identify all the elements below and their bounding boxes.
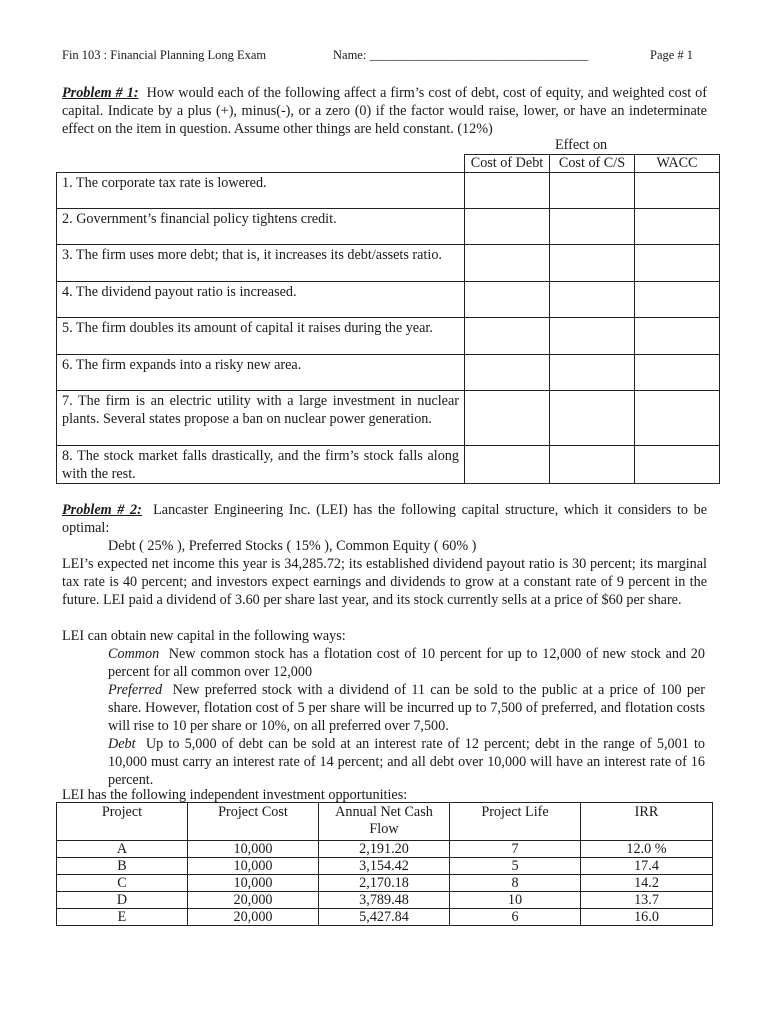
answer-cell[interactable] (635, 245, 720, 282)
item-text: 5. The firm doubles its amount of capital it raises during the year. (57, 318, 465, 355)
answer-cell[interactable] (550, 391, 635, 446)
col-wacc: WACC (635, 155, 720, 173)
answer-cell[interactable] (550, 245, 635, 282)
item-text: 1. The corporate tax rate is lowered. (57, 173, 465, 209)
table-row (57, 355, 720, 391)
answer-cell[interactable] (465, 318, 550, 355)
debt-paragraph (108, 735, 705, 789)
problem1-title: Problem # 1: (62, 85, 139, 101)
col-annual-net-cash-flow: Annual Net Cash Flow (319, 803, 450, 841)
cell-project: E (57, 909, 188, 926)
answer-cell[interactable] (465, 391, 550, 446)
cell-irr: 12.0 % (581, 841, 713, 858)
item-text: 7. The firm is an electric utility with a large investment in nuclear plants. Several states propose a ban on nuclear power generation. (57, 391, 465, 446)
preferred-paragraph (108, 681, 705, 735)
table-row (57, 209, 720, 245)
item-text: 3. The firm uses more debt; that is, it increases its debt/assets ratio. (57, 245, 465, 282)
cell-life: 8 (450, 875, 581, 892)
projects-table (56, 802, 713, 926)
answer-cell[interactable] (550, 173, 635, 209)
table-row (57, 282, 720, 318)
cell-life: 7 (450, 841, 581, 858)
debt-text: Up to 5,000 of debt can be sold at an interest rate of 12 percent; debt in the range of 5,001 to 10,000 must carry an interest rate of 14 percent; and all debt over 10,000 will have an interest rate of 16 percent. (108, 736, 705, 788)
cell-life: 6 (450, 909, 581, 926)
col-irr: IRR (581, 803, 713, 841)
projects-header-row (57, 803, 713, 841)
header-blank-cell (57, 155, 465, 173)
answer-cell[interactable] (635, 391, 720, 446)
cell-cost: 10,000 (188, 875, 319, 892)
cell-irr: 17.4 (581, 858, 713, 875)
capital-intro: LEI can obtain new capital in the following ways: (62, 628, 346, 644)
cell-cash-flow: 3,154.42 (319, 858, 450, 875)
table-row (57, 173, 720, 209)
cell-cash-flow: 2,191.20 (319, 841, 450, 858)
cell-life: 5 (450, 858, 581, 875)
answer-cell[interactable] (635, 446, 720, 484)
col-project-life: Project Life (450, 803, 581, 841)
problem1-prompt (62, 84, 707, 138)
cell-irr: 13.7 (581, 892, 713, 909)
cell-cost: 20,000 (188, 909, 319, 926)
capital-structure: Debt ( 25% ), Preferred Stocks ( 15% ), Common Equity ( 60% ) (108, 538, 477, 554)
cell-life: 10 (450, 892, 581, 909)
col-cost-of-cs: Cost of C/S (550, 155, 635, 173)
item-text: 4. The dividend payout ratio is increased. (57, 282, 465, 318)
common-paragraph (108, 645, 705, 681)
cell-irr: 14.2 (581, 875, 713, 892)
col-cost-of-debt: Cost of Debt (465, 155, 550, 173)
effects-header-row (57, 155, 720, 173)
answer-cell[interactable] (550, 446, 635, 484)
answer-cell[interactable] (465, 282, 550, 318)
page-number: Page # 1 (650, 48, 694, 62)
answer-cell[interactable] (635, 355, 720, 391)
answer-cell[interactable] (465, 446, 550, 484)
answer-cell[interactable] (550, 282, 635, 318)
table-row (57, 841, 713, 858)
problem2-title: Problem # 2: (62, 502, 142, 518)
item-text: 6. The firm expands into a risky new area. (57, 355, 465, 391)
cell-project: B (57, 858, 188, 875)
problem2-intro (62, 501, 707, 537)
cell-project: D (57, 892, 188, 909)
item-text: 2. Government’s financial policy tightens credit. (57, 209, 465, 245)
answer-cell[interactable] (550, 318, 635, 355)
table-row (57, 245, 720, 282)
table-row (57, 892, 713, 909)
debt-label: Debt (108, 736, 136, 752)
answer-cell[interactable] (550, 355, 635, 391)
problem1-text: How would each of the following affect a firm’s cost of debt, cost of equity, and weighted cost of capital. Indicate by a plus (+), minus(-), or a zero (0) if the factor would raise, lower, or have an indeterminate effect on the item in question. Assume other things are held constant. (12%) (62, 85, 708, 137)
answer-cell[interactable] (635, 282, 720, 318)
preferred-text: New preferred stock with a dividend of 11 can be sold to the public at a price of 100 per share. However, flotation cost of 5 per share will be incurred up to 7,500 of preferred, and flotation costs will rise to 10 per share or 10%, on all preferred over 7,500. (108, 682, 705, 734)
common-label: Common (108, 646, 160, 662)
cell-cash-flow: 3,789.48 (319, 892, 450, 909)
table-row (57, 875, 713, 892)
answer-cell[interactable] (635, 173, 720, 209)
cell-irr: 16.0 (581, 909, 713, 926)
answer-cell[interactable] (465, 209, 550, 245)
answer-cell[interactable] (635, 209, 720, 245)
course-title: Fin 103 : Financial Planning Long Exam (62, 48, 267, 62)
cell-cash-flow: 2,170.18 (319, 875, 450, 892)
projects-intro: LEI has the following independent investment opportunities: (62, 787, 408, 803)
cell-cost: 10,000 (188, 841, 319, 858)
item-text: 8. The stock market falls drastically, and the firm’s stock falls along with the rest. (57, 446, 465, 484)
problem2-intro-text: Lancaster Engineering Inc. (LEI) has the following capital structure, which it considers to be optimal: (62, 502, 708, 536)
cell-project: C (57, 875, 188, 892)
table-row (57, 858, 713, 875)
answer-cell[interactable] (465, 173, 550, 209)
table-row (57, 391, 720, 446)
answer-cell[interactable] (465, 355, 550, 391)
cell-cost: 20,000 (188, 892, 319, 909)
preferred-label: Preferred (108, 682, 163, 698)
col-project-cost: Project Cost (188, 803, 319, 841)
cell-cost: 10,000 (188, 858, 319, 875)
table-row (57, 446, 720, 484)
table-row (57, 318, 720, 355)
name-field: Name: ___________________________________ (333, 48, 589, 62)
cell-project: A (57, 841, 188, 858)
answer-cell[interactable] (465, 245, 550, 282)
effect-on-label: Effect on (555, 137, 608, 153)
common-text: New common stock has a flotation cost of 10 percent for up to 12,000 of new stock and 20 percent for all common over 12,000 (108, 646, 705, 680)
answer-cell[interactable] (550, 209, 635, 245)
answer-cell[interactable] (635, 318, 720, 355)
cell-cash-flow: 5,427.84 (319, 909, 450, 926)
col-project: Project (57, 803, 188, 841)
effects-table (56, 154, 720, 484)
table-row (57, 909, 713, 926)
income-paragraph: LEI’s expected net income this year is 34,285.72; its established dividend payout ratio is 30 percent; its marginal tax rate is 40 percent; and investors expect earnings and dividends to grow at a constant rate of 9 percent in the future. LEI paid a dividend of 3.60 per share last year, and its stock currently sells at a price of $60 per share. (62, 556, 707, 608)
